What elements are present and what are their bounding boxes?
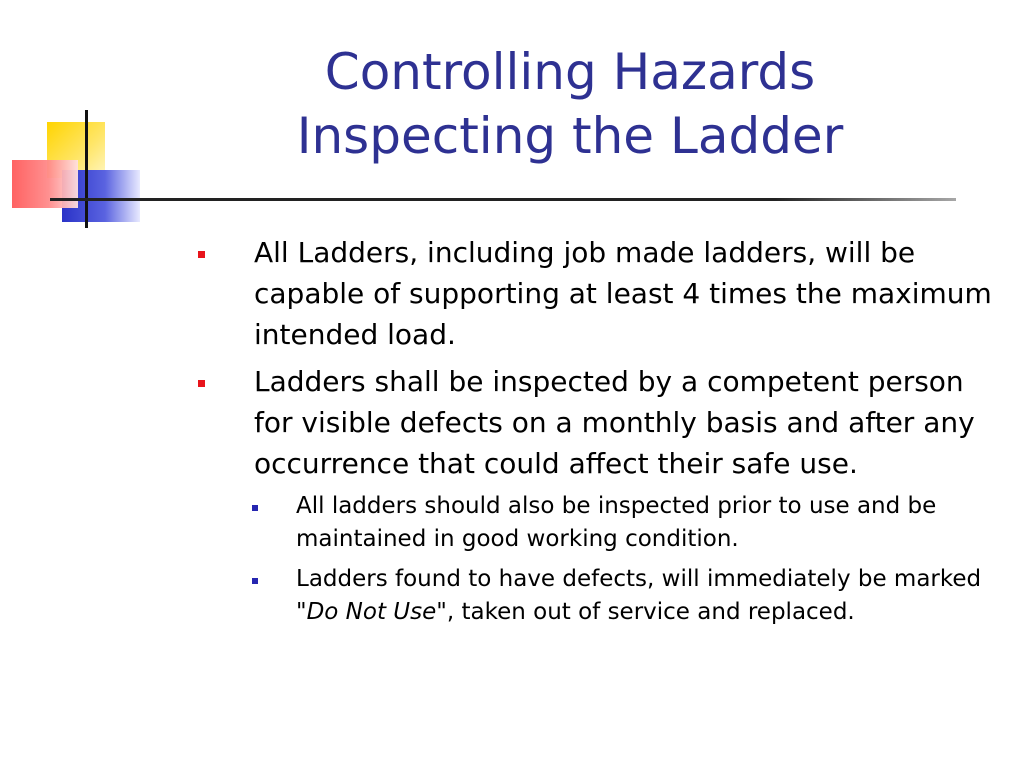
sub-bullet-text: All ladders should also be inspected prior to use and be maintained in good working condition. — [296, 493, 937, 552]
bullet-text: All Ladders, including job made ladders, will be capable of supporting at least 4 times the maximum intended load. — [254, 236, 992, 351]
title-line-2: Inspecting the Ladder — [296, 107, 844, 165]
bullet-item — [190, 361, 1000, 484]
square-sub-bullet-icon — [252, 578, 258, 584]
sub-bullet-text-before: Ladders found to have defects, will immediately be marked " — [296, 566, 982, 625]
bullet-item — [190, 232, 1000, 355]
sub-bullet-text-after: ", taken out of service and replaced. — [436, 599, 855, 625]
sub-bullet-item — [190, 563, 1000, 629]
square-bullet-icon — [198, 251, 205, 258]
decorative-logo — [0, 0, 160, 240]
sub-bullet-text-italic: Do Not Use — [306, 599, 437, 625]
slide-body — [190, 232, 1000, 636]
square-sub-bullet-icon — [252, 505, 258, 511]
title-line-1: Controlling Hazards — [324, 43, 816, 101]
title-divider-fade — [50, 198, 956, 201]
bullet-text: Ladders shall be inspected by a competent person for visible defects on a monthly basis and after any occurrence that could affect their safe use. — [254, 365, 975, 480]
sub-bullet-item — [190, 490, 1000, 556]
sub-bullet-text — [296, 566, 981, 625]
square-bullet-icon — [198, 380, 205, 387]
slide-title — [160, 40, 980, 168]
logo-vertical-line — [85, 110, 88, 228]
